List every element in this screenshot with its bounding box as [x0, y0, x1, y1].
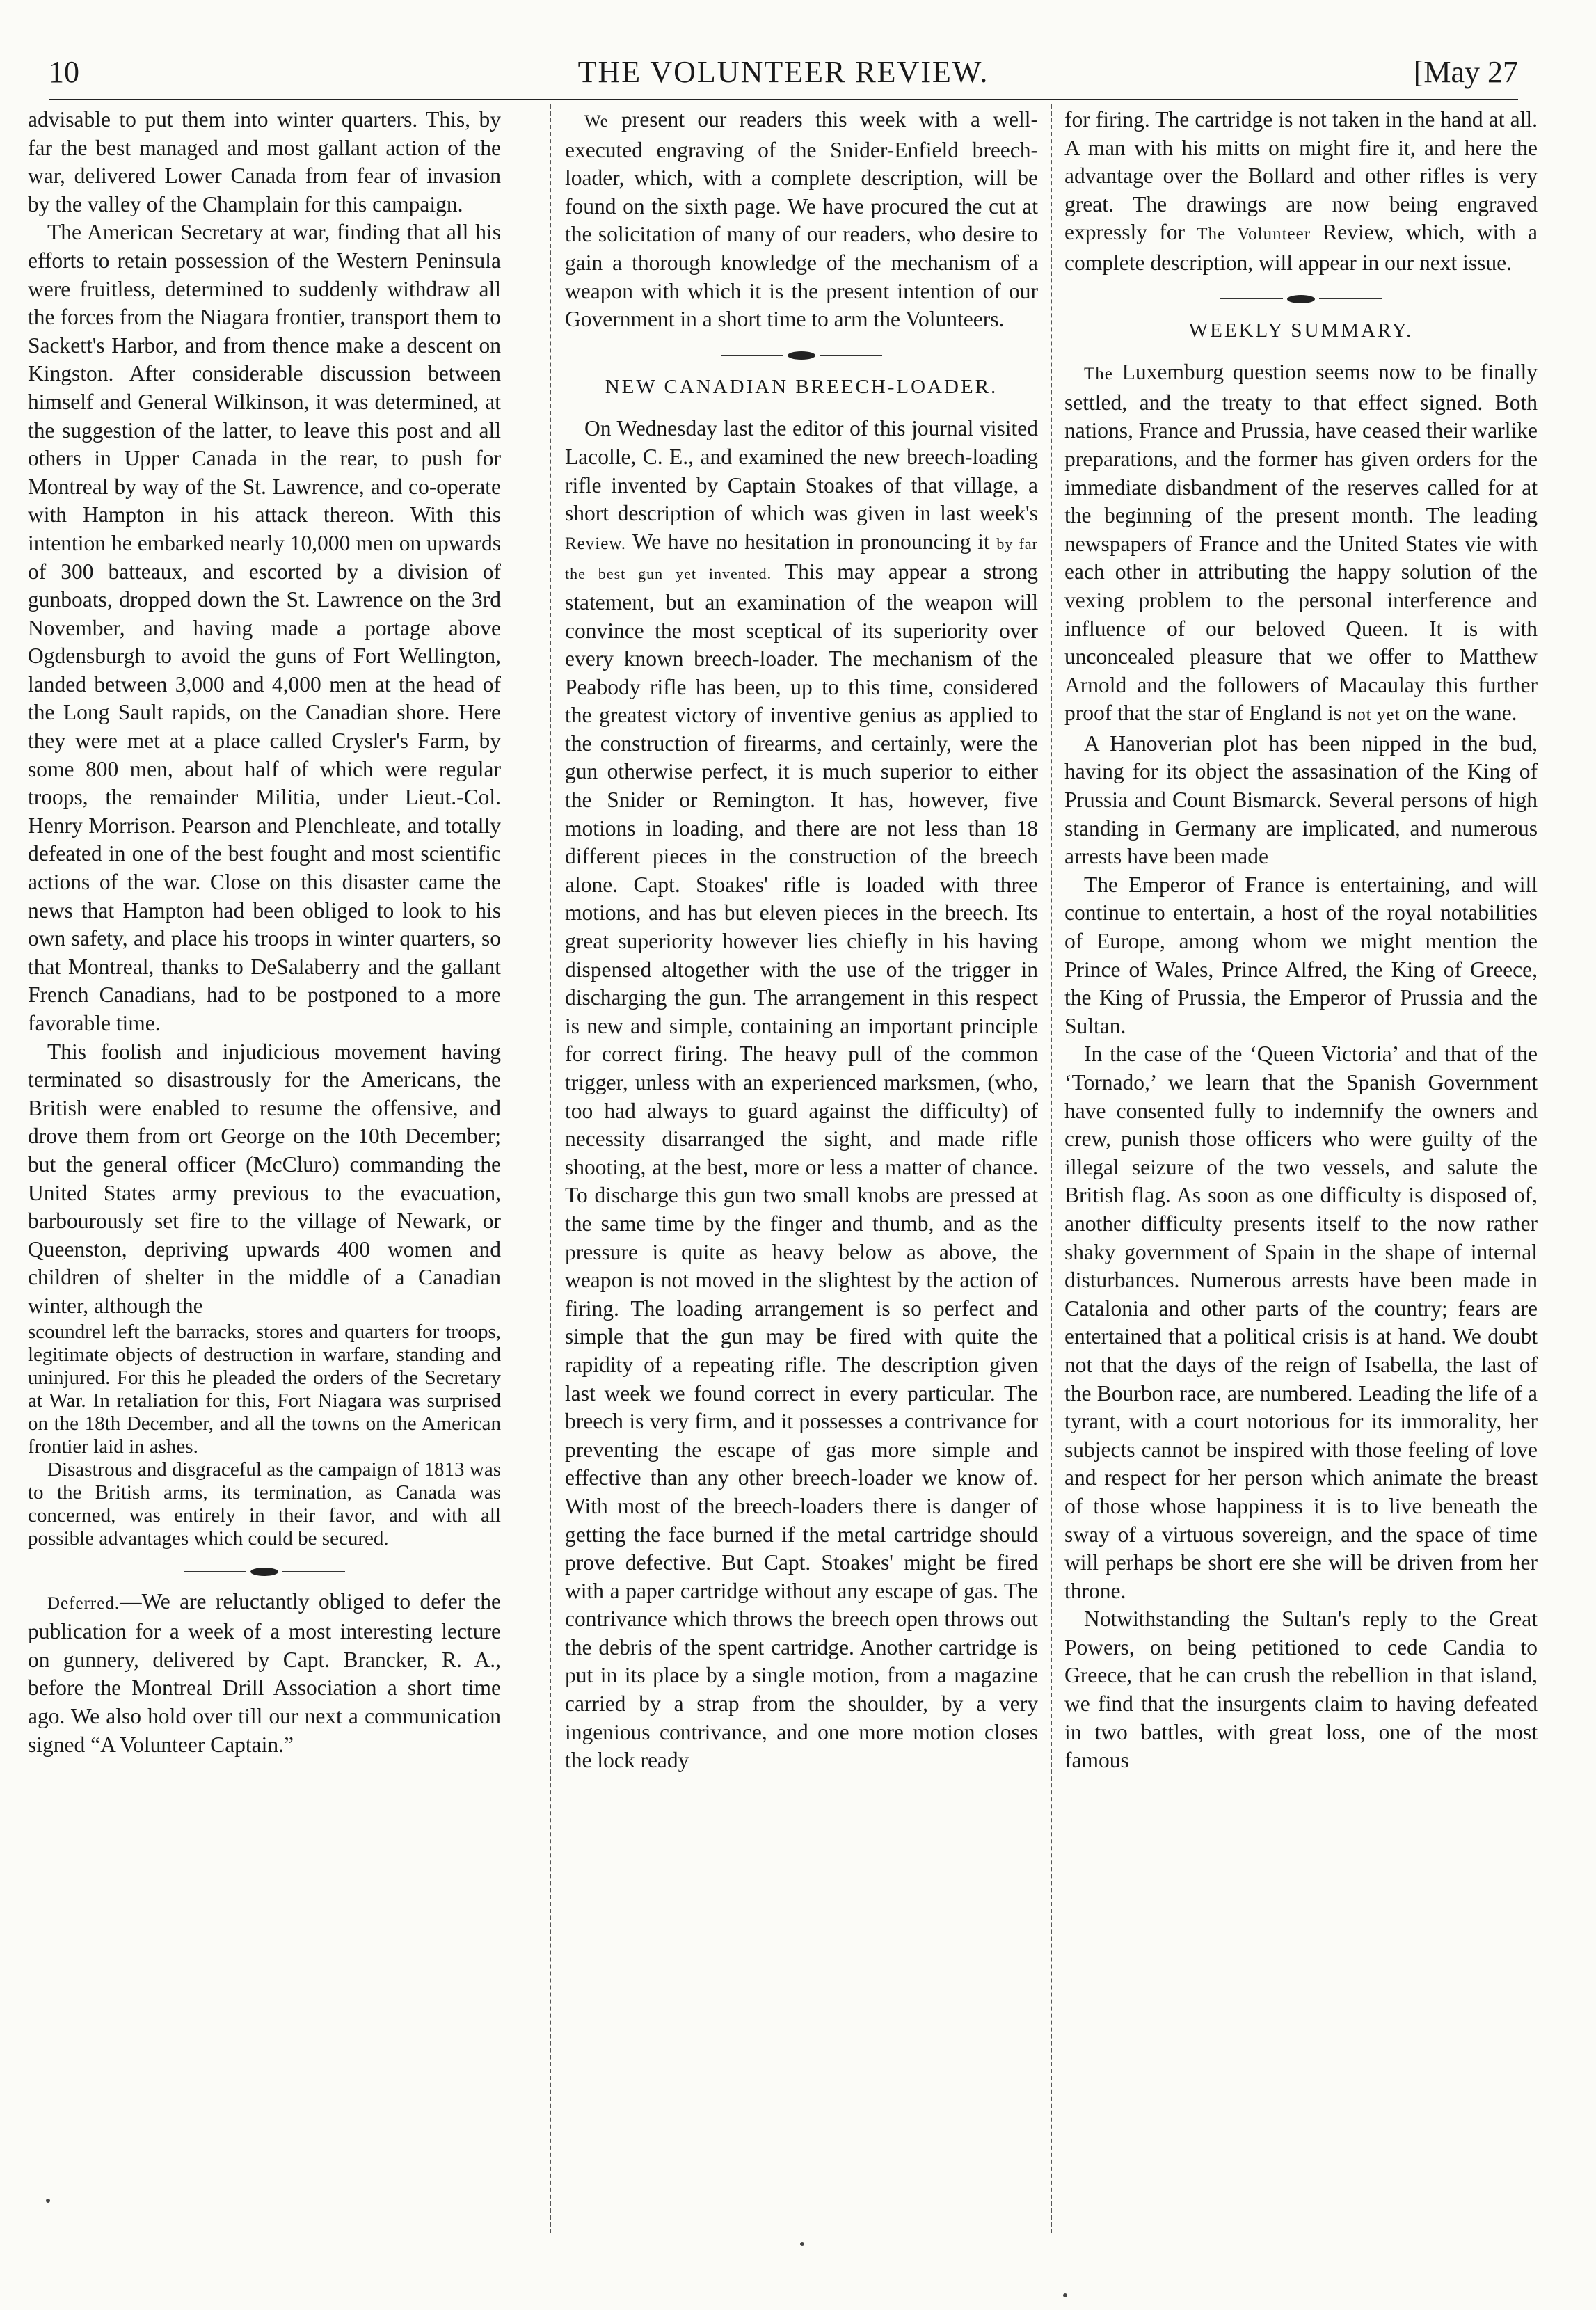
- deferred-notice: [28, 1588, 501, 1760]
- column-rule-1: [550, 104, 551, 2233]
- paragraph: This foolish and injudicious movement having terminated so disastrously for the Americans, the British were enabled to resume the offensive, and drove them from ort George on the 10th December; but the general officer (McCluro) commanding the United States army previous to the evacuation, barbourously set fire to the village of Newark, or Queenston, depriving upwards 400 women and children of shelter in the middle of a Canadian winter, although the: [28, 1039, 501, 1318]
- review-smallcaps: Review.: [565, 534, 626, 553]
- paragraph-text: On Wednesday last the editor of this journal visited Lacolle, C. E., and examined the new breech-loading rifle invented by Captain Stoakes of that village, a short description of which was given in last week's: [565, 416, 1038, 526]
- emphasis-smallcaps: not yet: [1347, 706, 1401, 725]
- column-3: [1064, 106, 1538, 2263]
- paragraph: A Hanoverian plot has been nipped in the bud, having for its object the assasination of the King of Prussia and Count Bismarck. Several persons of high standing in Germany are implicated, and numerous arrests have been made: [1064, 731, 1538, 869]
- article-heading: WEEKLY SUMMARY.: [1188, 319, 1414, 342]
- paragraph: [565, 415, 1038, 1775]
- column-rule-2: [1051, 104, 1052, 2233]
- paragraph: Disastrous and disgraceful as the campaign of 1813 was to the British arms, its termination, as Canada was concerned, was entirely in their favor, and with all possible advantages which could be secured.: [28, 1458, 501, 1550]
- page-number: 10: [49, 55, 79, 89]
- paragraph: advisable to put them into winter quarters. This, by far the best managed and most gallant action of the war, delivered Lower Canada from fear of invasion by the valley of the Champlain for this campaign.: [28, 107, 501, 216]
- paragraph-lead: The: [1084, 365, 1113, 384]
- print-speck: [1063, 2293, 1067, 2297]
- paragraph: The American Secretary at war, finding that all his efforts to retain possession of the Western Peninsula were fruitless, determined to suddenly withdraw all the forces from the Niagara frontier, transport them to Sackett's Harbor, and from thence make a descent on Kingston. After considerable discussion between himself and General Wilkinson, it was determined, at the suggestion of the latter, to leave this post and all others in Upper Canada in the rear, to push for Montreal by way of the St. Lawrence, and co-operate with Hampton in his attack thereon. With this intention he embarked nearly 10,000 men on upwards of 300 batteaux, and escorted by a division of gunboats, dropped down the St. Lawrence on the 3rd November, and having made a portage above Ogdensburgh to avoid the guns of Fort Wellington, landed between 3,000 and 4,000 men at the head of the Long Sault rapids, on the Canadian shore. Here they were met at a place called Crysler's Farm, by some 800 men, about half of which were regular troops, the remainder Militia, under Lieut.-Col. Henry Morrison. Pearson and Plenchleate, and totally defeated in one of the best fought and most scientific actions of the war. Close on this disaster came the news that Hampton had been obliged to look to his own safety, and place his troops in winter quarters, so that Montreal, thanks to DeSalaberry and the gallant French Canadians, had to be postponed to a more favorable time.: [28, 220, 501, 1035]
- paragraph: Notwithstanding the Sultan's reply to the Great Powers, on being petitioned to cede Candia to Greece, that he can crush the rebellion in that island, we find that the insurgents claim to having defeated in two battles, with great loss, one of the most famous: [1064, 1607, 1538, 1773]
- print-speck: [46, 2199, 50, 2203]
- paragraph: [565, 106, 1038, 334]
- section-divider: [565, 345, 1038, 366]
- paragraph-text: Review, which, with a complete description, will appear in our next issue.: [1064, 220, 1538, 275]
- paragraph: scoundrel left the barracks, stores and quarters for troops, legitimate objects of destruction in warfare, standing and uninjured. For this he pleaded the orders of the Secretary at War. In retaliation for this, Fort Niagara was surprised on the 18th December, and all the towns on the American frontier laid in ashes.: [28, 1320, 501, 1458]
- section-divider: [1064, 289, 1538, 310]
- paragraph: In the case of the ‘Queen Victoria’ and that of the ‘Tornado,’ we learn that the Spanish Government have consented fully to indemnify the owners and crew, punish those officers who were guilty of the illegal seizure of the two vessels, and salute the British flag. As soon as one difficulty is disposed of, another difficulty presents itself to the now rather shaky government of Spain in the shape of internal disturbances. Numerous arrests have been made in Catalonia and other parts of the country; fears are entertained that a political crisis is at hand. We doubt not that the days of the reign of Isabella, the last of the Bourbon race, are numbered. Leading the life of a tyrant, with a court notorious for its immorality, her subjects cannot be inspired with those feeling of love and respect for her person which animate the breast of those whose happiness it is to live beneath the sway of a virtuous sovereign, and the space of time will perhaps be short ere she will be driven from her throne.: [1064, 1042, 1538, 1603]
- section-divider: [28, 1561, 501, 1582]
- paragraph: [1064, 106, 1538, 278]
- paragraph-lead: We: [584, 112, 609, 131]
- column-1: [28, 106, 501, 2263]
- article-heading: NEW CANADIAN BREECH-LOADER.: [605, 375, 998, 398]
- paragraph-text: Luxemburg question seems now to be finally settled, and the treaty to that effect signed. Both nations, France and Prussia, have ceased their warlike preparations, and the former has given orders for the immediate disbandment of the reserves called for at the beginning of the present month. The leading newspapers of France and the United States vie with each other in attributing the happy solution of the vexing problem to the personal interference and influence of our beloved Queen. It is with unconcealed pleasure that we offer to Matthew Arnold and the followers of Macaulay this further proof that the star of England is: [1064, 360, 1538, 726]
- paragraph-text: This may appear a strong statement, but an examination of the weapon will convince the most sceptical of its superiority over every known breech-loader. The mechanism of the Peabody rifle has been, up to this time, considered the greatest victory of inventive genius as applied to the construction of firearms, and certainly, were the gun otherwise perfect, it is much superior to either the Snider or Remington. It has, however, five motions in loading, and there are not less than 18 different pieces in the construction of the breech alone. Capt. Stoakes' rifle is loaded with three motions, and has but eleven pieces in the breech. Its great superiority however lies chiefly in his having dispensed altogether with the use of the trigger in discharging the gun. The arrangement in this respect is new and simple, containing an important principle for correct firing. The heavy pull of the common trigger, unless with an experienced marksmen, (who, too had always to guard against the difficulty) of necessity disarranged the sight, and made rifle shooting, at the best, more or less a matter of chance. To discharge this gun two small knobs are pressed at the same time by the finger and thumb, and as the pressure is quite as heavy below as above, the weapon is not moved in the slightest by the action of firing. The loading arrangement is so perfect and simple that the gun may be fired with quite the rapidity of a repeating rifle. The description given last week we found correct in every particular. The breech is very firm, and it possesses a contrivance for preventing the escape of gas more simple and effective than any other breech-loader we know of. With most of the breech-loaders there is danger of getting the face burned if the metal cartridge should prove defective. But Capt. Stoakes' might be fired with a paper cartridge without any escape of gas. The contrivance which throws the breech open throws out the debris of the spent cartridge. Another cartridge is put in its place by a single motion, from a magazine carried by a strap from the shoulder, by a very ingenious contrivance, and one more motion closes the lock ready: [565, 559, 1038, 1773]
- page-header: [49, 54, 1518, 100]
- paragraph-text: present our readers this week with a well-executed engraving of the Snider-Enfield breech-loader, which, with a complete description, will be found on the sixth page. We have procured the cut at the solicitation of many of our readers, who desire to gain a thorough knowledge of the mechanism of a weapon with which it is the present intention of our Government in a short time to arm the Volunteers.: [565, 107, 1038, 332]
- paragraph: [1064, 358, 1538, 730]
- print-speck: [800, 2242, 804, 2246]
- column-2: [565, 106, 1038, 2263]
- deferred-body: —We are reluctantly obliged to defer the publication for a week of a most interesting lecture on gunnery, delivered by Capt. Brancker, R. A., before the Montreal Drill Association a short time ago. We also hold over till our next a communication signed “A Volunteer Captain.”: [28, 1588, 501, 1757]
- emphasis-smallcaps: by far the best gun yet invented.: [565, 534, 1038, 583]
- paragraph-text: on the wane.: [1400, 701, 1517, 726]
- deferred-lead: Deferred.: [47, 1593, 120, 1613]
- publication-title: THE VOLUNTEER REVIEW.: [577, 55, 989, 89]
- paragraph-text: for firing. The cartridge is not taken in the hand at all. A man with his mitts on might fire it, and here the advantage over the Bollard and other rifles is very great. The drawings are now being engraved expressly for: [1064, 107, 1538, 245]
- publication-smallcaps: The Volunteer: [1197, 225, 1311, 244]
- paragraph: The Emperor of France is entertaining, and will continue to entertain, a host of the royal notabilities of Europe, among whom we might mention the Prince of Wales, Prince Alfred, the King of Greece, the King of Prussia, the Emperor of Prussia and the Sultan.: [1064, 872, 1538, 1038]
- issue-date: [May 27: [1413, 55, 1518, 89]
- paragraph-text: We have no hesitation in pronouncing it: [626, 529, 997, 554]
